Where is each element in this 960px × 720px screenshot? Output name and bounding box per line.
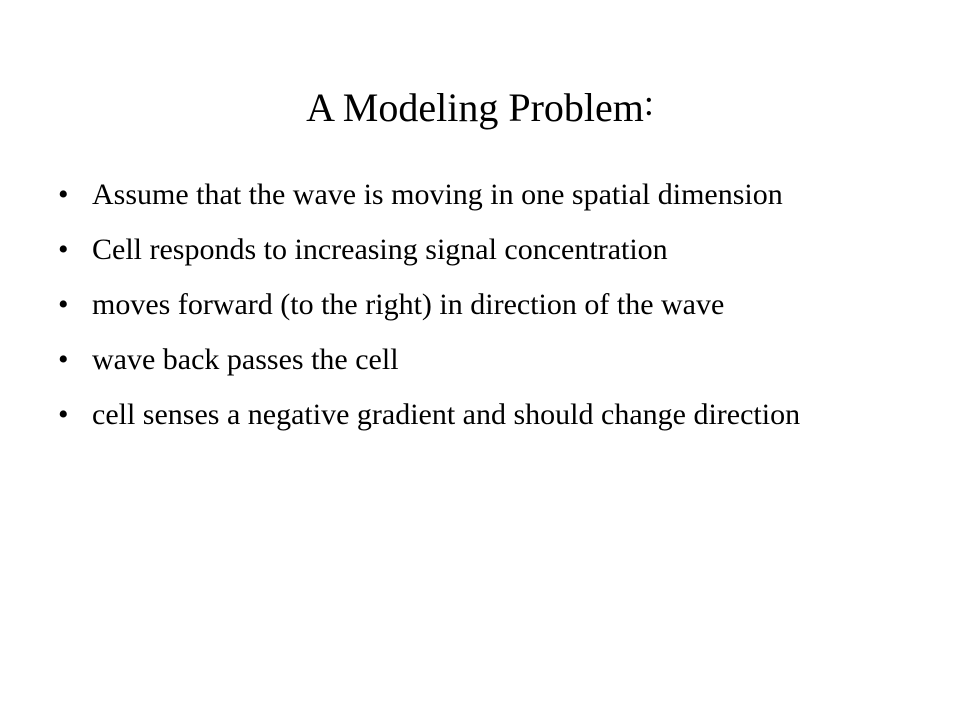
bullet-list [58,178,918,453]
bullet-text: moves forward (to the right) in direction of the wave [92,288,725,321]
bullet-item-negative-gradient [58,398,918,431]
bullet-text: Cell responds to increasing signal concentration [92,233,668,266]
slide-title-colon: : [643,83,654,123]
bullet-dot-icon: • [58,233,69,266]
bullet-text: Assume that the wave is moving in one spatial dimension [92,178,783,211]
bullet-dot-icon: • [58,178,69,211]
bullet-item-moves-forward [58,288,918,321]
bullet-dot-icon: • [58,398,69,431]
bullet-item-wave-dimension [58,178,918,211]
bullet-dot-icon: • [58,288,69,321]
slide-title-text: A Modeling Problem [306,85,644,130]
bullet-dot-icon: • [58,343,69,376]
slide-title [0,84,960,133]
bullet-text: cell senses a negative gradient and should change direction [92,398,801,431]
bullet-item-wave-back [58,343,918,376]
bullet-item-cell-responds [58,233,918,266]
bullet-text: wave back passes the cell [92,343,399,376]
